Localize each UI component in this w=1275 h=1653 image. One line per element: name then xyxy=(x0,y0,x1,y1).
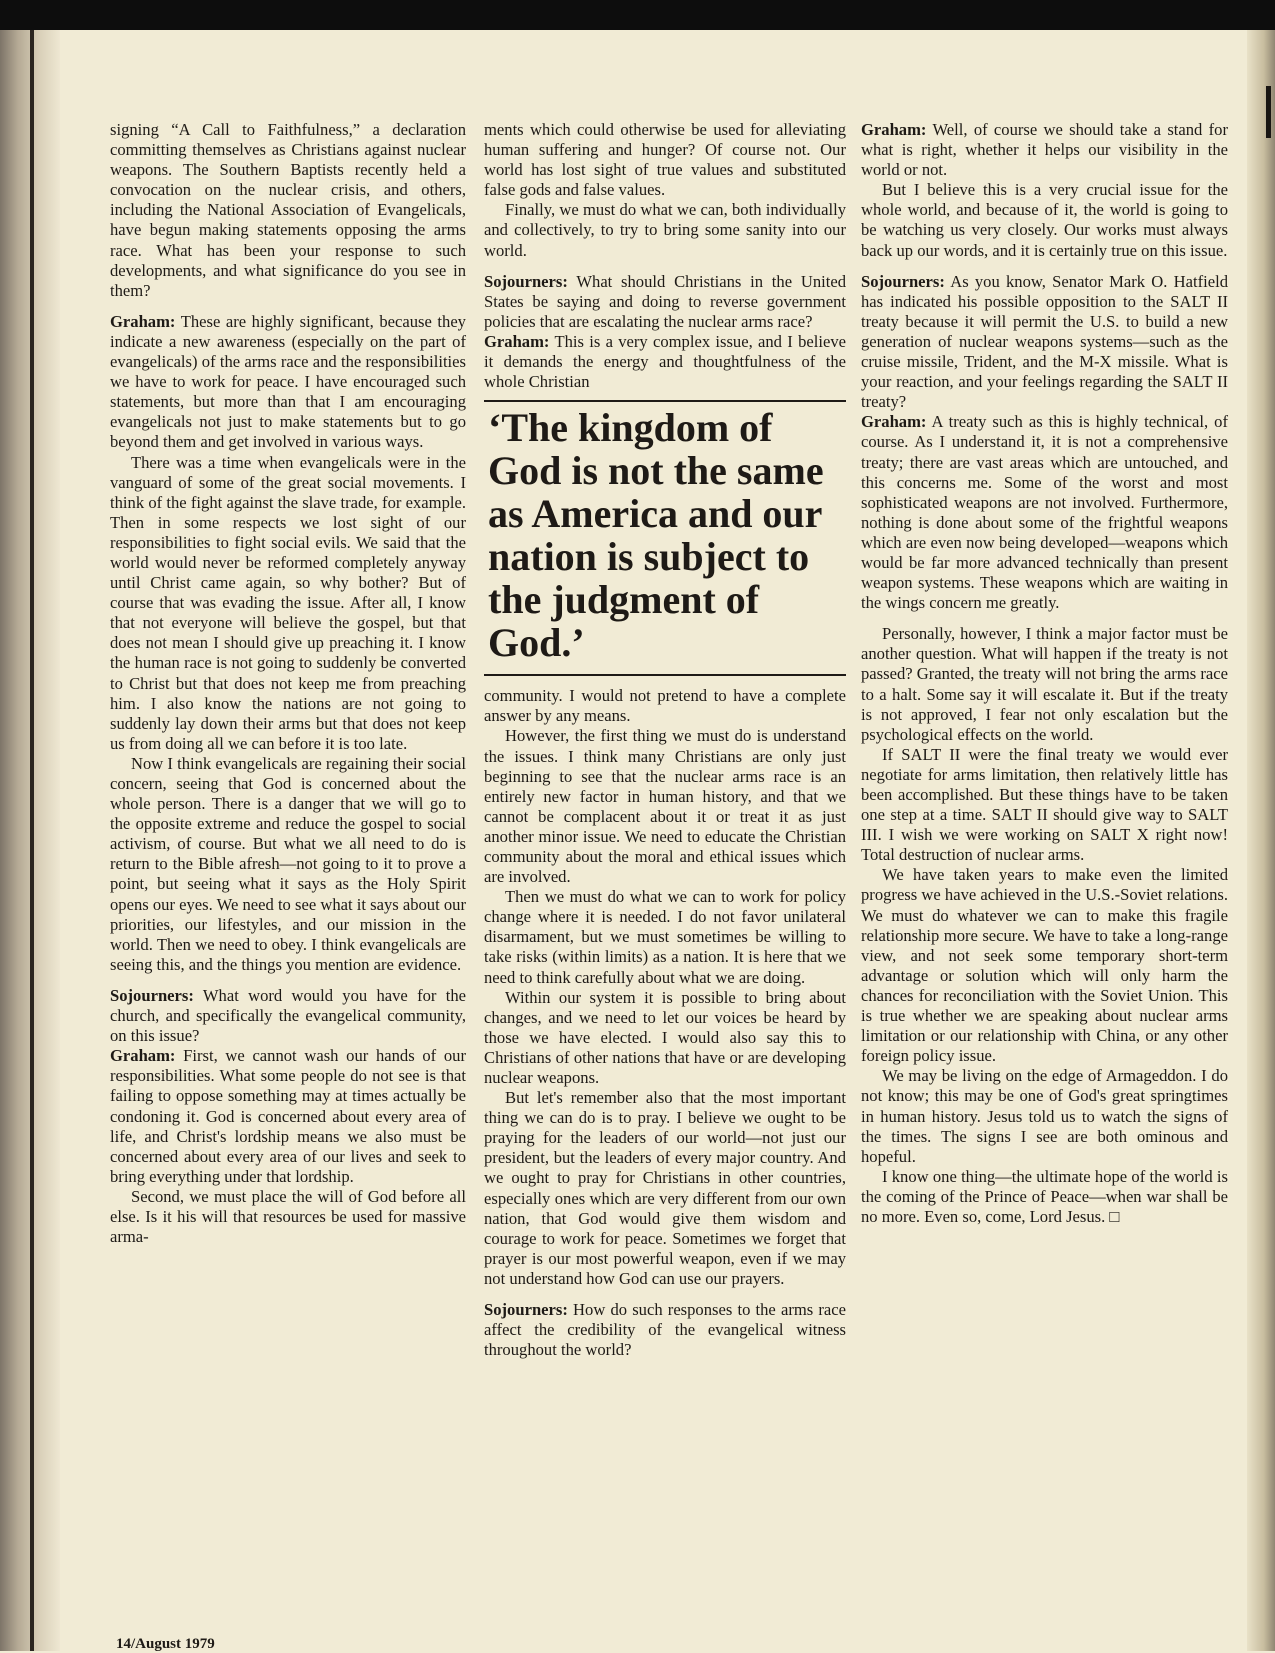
speaker-label: Sojourners: xyxy=(861,271,945,291)
column-2 xyxy=(484,120,846,1360)
speaker-label: Graham: xyxy=(110,311,176,331)
column-3 xyxy=(861,120,1228,1227)
paragraph: There was a time when evangelicals were in the vanguard of some of the great social movements. I think of the fight against the slave trade, for example. Then in some respects we lost sight of our responsibilities to fight social evils. We said that the world would never be reformed completely anyway until Christ came again, so why bother? But of course that was evading the issue. After all, I know that not everyone will believe the gospel, but that does not mean I should give up preaching it. I know the human race is not going to suddenly be converted to Christ but that does not keep me from preaching him. I also know the nations are not going to suddenly lay down their arms but that does not keep us from doing all we can before it is too late. xyxy=(110,452,466,753)
question-paragraph xyxy=(861,272,1228,413)
question-text: How do such responses to the arms race affect the credibility of the evangelical witness throughout the world? xyxy=(484,1300,846,1360)
speaker-label: Sojourners: xyxy=(484,1300,568,1320)
paragraph: Finally, we must do what we can, both individually and collectively, to try to bring some sanity into our world. xyxy=(484,200,846,260)
question-paragraph xyxy=(484,272,846,332)
question-paragraph xyxy=(484,1300,846,1360)
paragraph xyxy=(861,1167,1228,1227)
paragraph: signing “A Call to Faithfulness,” a declaration committing themselves as Christians against nuclear weapons. The Southern Baptists recently held a convocation on the nuclear crisis, and others, including the National Association of Evangelicals, have begun making statements opposing the arms race. What has been your response to such developments, and what significance do you see in them? xyxy=(110,120,466,300)
answer-text: These are highly significant, because they indicate a new awareness (especially on the part of evangelicals) of the arms race and the responsibilities we have to work for peace. I have encouraged such statements, but more than that I am encouraging evangelicals not just to make statements but to go beyond them and get involved in various ways. xyxy=(110,311,466,452)
speaker-label: Graham: xyxy=(861,412,927,432)
answer-text: A treaty such as this is highly technical, of course. As I understand it, it is not a comprehensive treaty; there are vast areas which are untouched, and this concerns me. Some of the worst and most sophisticated weapons are not involved. Furthermore, nothing is done about some of the frightful weapons which are even now being developed—weapons which would be far more advanced technically than present weapon systems. These weapons which are waiting in the wings concern me greatly. xyxy=(861,412,1228,613)
answer-text: This is a very complex issue, and I believe it demands the energy and thoughtfulness of the whole Christian xyxy=(484,331,846,392)
paragraph: Within our system it is possible to bring about changes, and we need to let our voices be heard by those we have elected. I would also say this to Christians of other nations that have or are developing nuclear weapons. xyxy=(484,987,846,1087)
speaker-label: Graham: xyxy=(861,120,927,139)
answer-paragraph xyxy=(861,412,1228,613)
page-right-edge xyxy=(1247,30,1275,1651)
answer-paragraph xyxy=(110,1046,466,1187)
speaker-label: Graham: xyxy=(110,1046,176,1066)
edge-mark xyxy=(1266,86,1271,138)
paragraph: If SALT II were the final treaty we would ever negotiate for arms limitation, then relatively little has been accomplished. But these things have to be taken one step at a time. SALT II should give way to SALT III. I wish we were working on SALT X right now! Total destruction of nuclear arms. xyxy=(861,744,1228,865)
page-folio: 14/August 1979 xyxy=(116,1636,215,1652)
question-paragraph xyxy=(110,986,466,1046)
paragraph: But I believe this is a very crucial issue for the whole world, and because of it, the world is going to be watching us very closely. Our works must always back up our words, and it is certainly true on this issue. xyxy=(861,180,1228,260)
paragraph: Second, we must place the will of God before all else. Is it his will that resources be used for massive arma- xyxy=(110,1186,466,1247)
paragraph: However, the first thing we must do is understand the issues. I think many Christians are only just beginning to see that the nuclear arms race is an entirely new factor in human history, and that we cannot be complacent about it or treat it as just another minor issue. We need to educate the Christian community about the moral and ethical issues which are involved. xyxy=(484,726,846,887)
paragraph: ments which could otherwise be used for alleviating human suffering and hunger? Of course not. Our world has lost sight of true values and substituted false gods and false values. xyxy=(484,120,846,200)
paragraph: We have taken years to make even the limited progress we have achieved in the U.S.-Soviet relations. We must do whatever we can to make this fragile relationship more secure. We have to take a long-range view, and not seek some temporary short-term advantage or solution which will only harm the chances for reconciliation with the Soviet Union. This is true whether we are speaking about nuclear arms limitation or our relationship with China, or any other foreign policy issue. xyxy=(861,865,1228,1066)
paragraph: Then we must do what we can to work for policy change where it is needed. I do not favor unilateral disarmament, but we must sometimes be willing to take risks (within limits) as a nation. It is here that we need to think carefully about what we are doing. xyxy=(484,887,846,987)
closing-text: I know one thing—the ultimate hope of the world is the coming of the Prince of Peace—when war shall be no more. Even so, come, Lord Jesus. xyxy=(861,1166,1228,1226)
speaker-label: Graham: xyxy=(484,331,550,351)
question-text: As you know, Senator Mark O. Hatfield has indicated his possible opposition to the SALT II treaty because it will permit the U.S. to build a new generation of nuclear weapons systems—such as the cruise missile, Trident, and the M-X missile. What is your reaction, and your feelings regarding the SALT II treaty? xyxy=(861,271,1228,412)
answer-paragraph xyxy=(861,120,1228,180)
paragraph: But let's remember also that the most important thing we can do is to pray. I believe we ought to be praying for the leaders of our world—not just our president, but the leaders of every major country. And we ought to pray for Christians in other countries, especially ones which are very different from our own nation, that God would give them wisdom and courage to work for peace. Sometimes we forget that prayer is our most powerful weapon, even if we may not understand how God can use our prayers. xyxy=(484,1088,846,1288)
answer-paragraph xyxy=(110,312,466,453)
pull-quote: ‘The kingdom of God is not the same as America and our nation is subject to the judgment of God.’ xyxy=(484,400,846,676)
paragraph: Now I think evangelicals are regaining their social concern, seeing that God is concerned about the whole person. There is a danger that we will go to the opposite extreme and reduce the gospel to social activism, of course. But what we all need to do is return to the Bible afresh—not going to it to prove a point, but seeing what it says as the Holy Spirit opens our eyes. We need to see what it says about our priorities, our lifestyles, and our mission in the world. Then we need to obey. I think evangelicals are seeing this, and the things you mention are evidence. xyxy=(110,753,466,974)
speaker-label: Sojourners: xyxy=(110,985,194,1005)
answer-paragraph xyxy=(484,332,846,392)
column-1 xyxy=(110,120,466,1247)
speaker-label: Sojourners: xyxy=(484,271,568,291)
question-text: What word would you have for the church, and specifically the evangelical community, on this issue? xyxy=(110,985,466,1046)
paragraph: community. I would not pretend to have a complete answer by any means. xyxy=(484,686,846,726)
top-border xyxy=(0,0,1275,30)
answer-text: First, we cannot wash our hands of our responsibilities. What some people do not see is that failing to oppose something may at times actually be condoning it. God is concerned about every area of life, and Christ's lordship means we also must be concerned about every area of our lives and seek to bring everything under that lordship. xyxy=(110,1046,466,1186)
paragraph: Personally, however, I think a major factor must be another question. What will happen if the treaty is not passed? Granted, the treaty will not bring the arms race to a halt. Some say it will escalate it. But if the treaty is not approved, I fear not only escalation but the psychological effects on the world. xyxy=(861,624,1228,744)
paragraph: We may be living on the edge of Armageddon. I do not know; this may be one of God's great springtimes in human history. Jesus told us to watch the signs of the times. The signs I see are both ominous and hopeful. xyxy=(861,1066,1228,1166)
question-text: What should Christians in the United States be saying and doing to reverse government policies that are escalating the nuclear arms race? xyxy=(484,271,846,331)
binding-line xyxy=(30,30,34,1651)
end-mark: □ xyxy=(1109,1206,1120,1226)
answer-text: Well, of course we should take a stand for what is right, whether it helps our visibility in the world or not. xyxy=(861,120,1228,180)
